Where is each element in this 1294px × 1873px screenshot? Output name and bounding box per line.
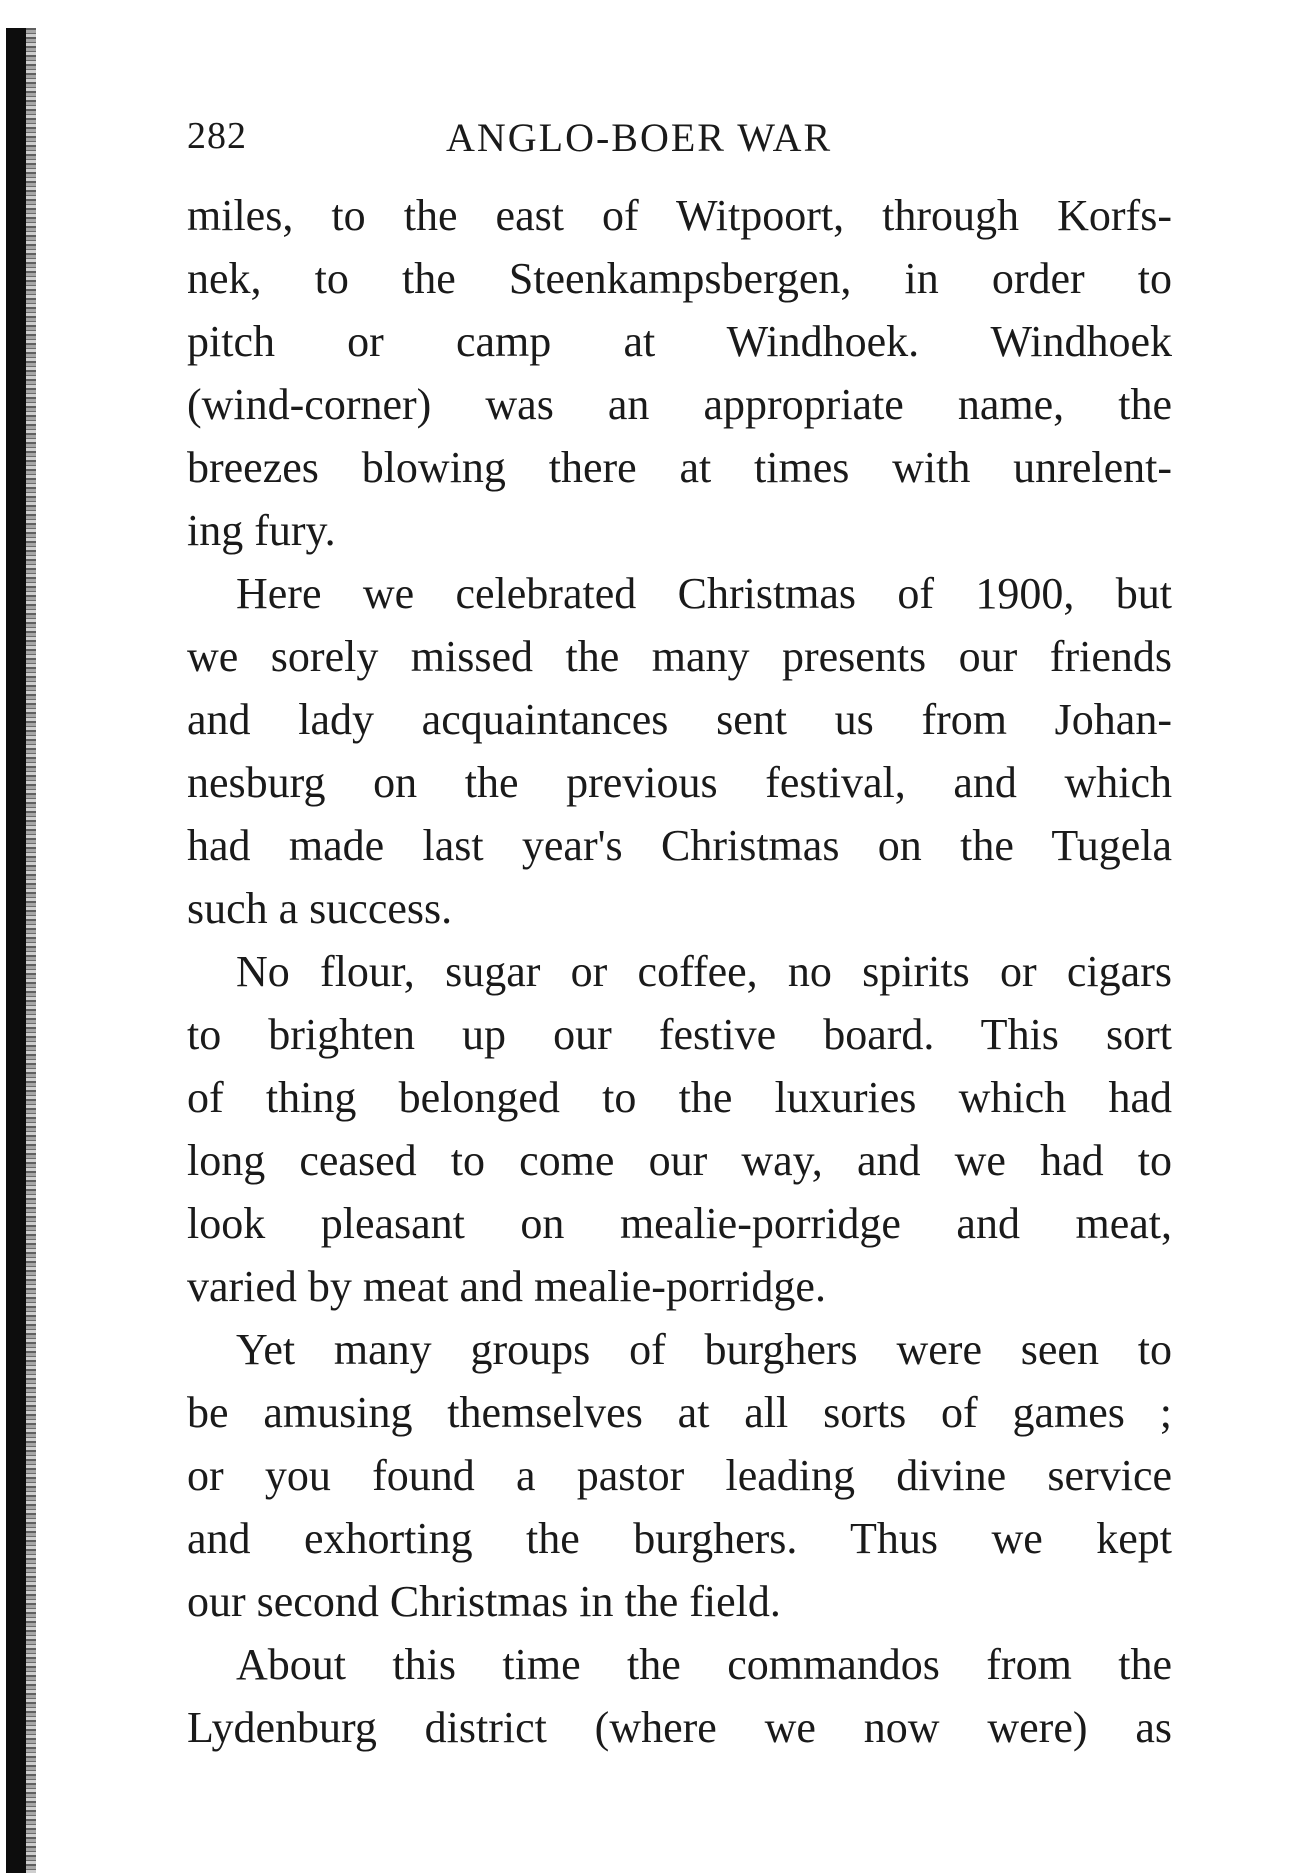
text-line: had made last year's Christmas on the Tugela (187, 821, 1172, 870)
text-line: to brighten up our festive board. This sort (187, 1010, 1172, 1059)
page-number: 282 (187, 115, 247, 157)
running-title: ANGLO-BOER WAR (446, 115, 833, 160)
text-line: and exhorting the burghers. Thus we kept (187, 1514, 1172, 1563)
body-text (187, 184, 1172, 1759)
paragraph (187, 184, 1172, 562)
binding-shadow (6, 28, 26, 1873)
text-line: ing fury. (187, 506, 336, 555)
text-line: No flour, sugar or coffee, no spirits or cigars (236, 947, 1172, 996)
text-line: Here we celebrated Christmas of 1900, but (236, 569, 1172, 618)
text-line: be amusing themselves at all sorts of games ; (187, 1388, 1172, 1437)
text-line: Lydenburg district (where we now were) as (187, 1703, 1172, 1752)
text-line: (wind-corner) was an appropriate name, the (187, 380, 1172, 429)
paragraph (187, 1633, 1172, 1759)
text-line: About this time the commandos from the (236, 1640, 1172, 1689)
text-line: our second Christmas in the field. (187, 1577, 781, 1626)
paragraph (187, 562, 1172, 940)
running-head (187, 114, 1172, 170)
text-line: miles, to the east of Witpoort, through Korfs- (187, 191, 1172, 240)
binding-fringe (26, 28, 36, 1873)
text-line: such a success. (187, 884, 453, 933)
text-line: breezes blowing there at times with unrelent- (187, 443, 1172, 492)
paragraph (187, 940, 1172, 1318)
text-line: Yet many groups of burghers were seen to (236, 1325, 1172, 1374)
scan-binding-edge (0, 0, 44, 1873)
paragraph (187, 1318, 1172, 1633)
text-line: of thing belonged to the luxuries which had (187, 1073, 1172, 1122)
text-line: nek, to the Steenkampsbergen, in order to (187, 254, 1172, 303)
text-line: and lady acquaintances sent us from Johan- (187, 695, 1172, 744)
text-line: pitch or camp at Windhoek. Windhoek (187, 317, 1172, 366)
text-line: look pleasant on mealie-porridge and meat, (187, 1199, 1172, 1248)
text-line: or you found a pastor leading divine service (187, 1451, 1172, 1500)
text-line: varied by meat and mealie-porridge. (187, 1262, 826, 1311)
text-line: nesburg on the previous festival, and which (187, 758, 1172, 807)
text-line: long ceased to come our way, and we had to (187, 1136, 1172, 1185)
text-line: we sorely missed the many presents our friends (187, 632, 1172, 681)
